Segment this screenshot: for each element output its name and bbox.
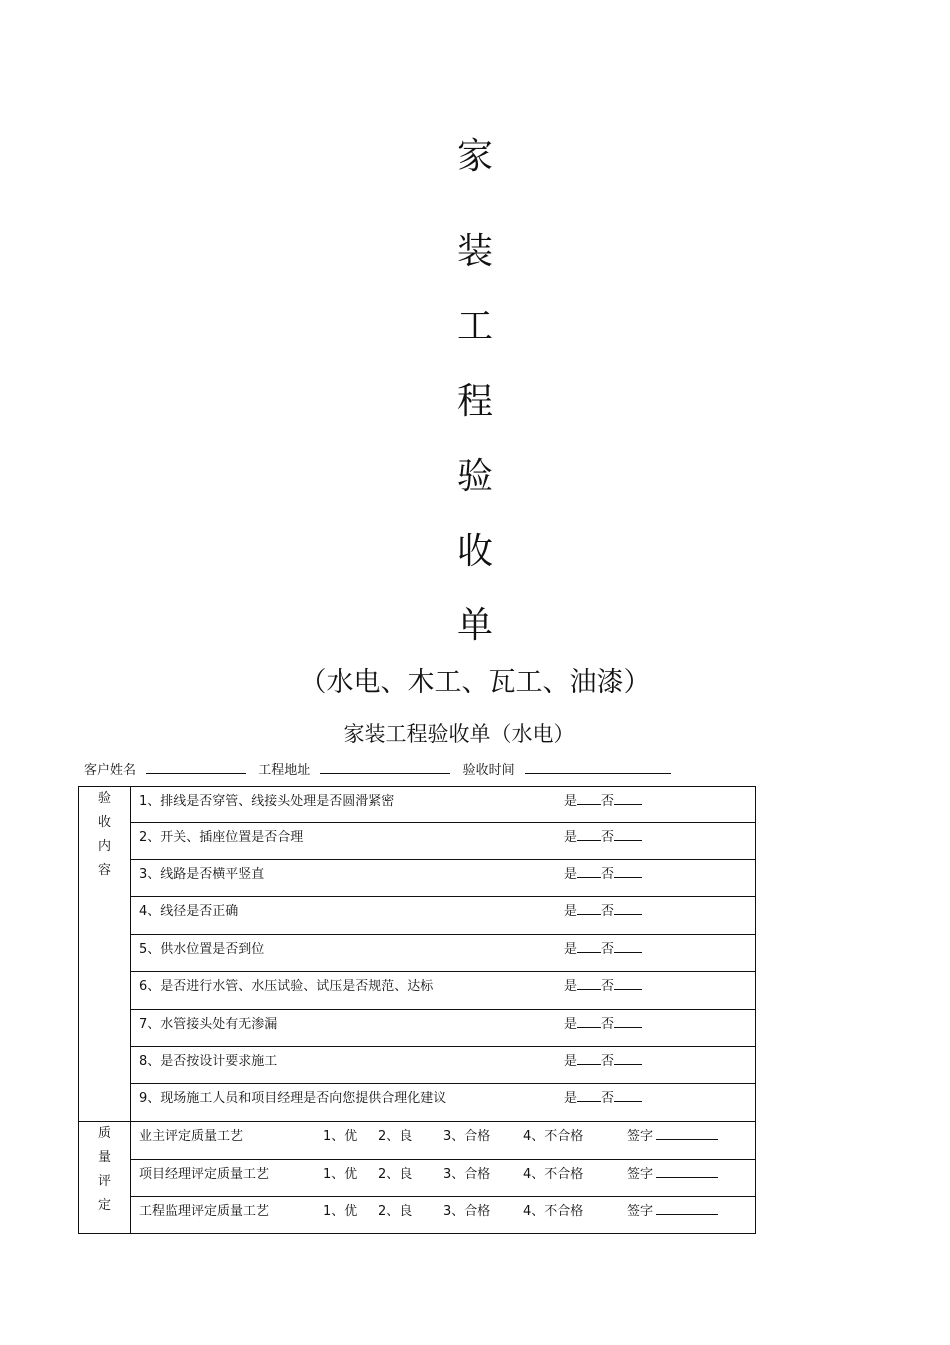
inspection-item-text: 5、供水位置是否到位 [139, 942, 265, 957]
yes-no-field[interactable] [564, 1050, 642, 1069]
table-row [79, 972, 756, 1010]
inspection-item-text: 9、现场施工人员和项目经理是否向您提供合理化建议 [139, 1091, 447, 1106]
yes-no-field[interactable] [564, 938, 642, 957]
project-address-field[interactable] [320, 761, 450, 774]
inspection-category-cell [79, 787, 131, 1122]
table-row [79, 1047, 756, 1084]
signature-label: 签字 [627, 1129, 654, 1144]
table-row [79, 897, 756, 935]
category-char: 收 [97, 815, 111, 830]
no-label: 否 [601, 1017, 615, 1032]
no-label: 否 [601, 1091, 615, 1106]
customer-name-label: 客户姓名 [84, 763, 137, 778]
yes-label: 是 [564, 794, 578, 809]
option-good[interactable]: 2、良 [378, 1167, 413, 1182]
yes-label: 是 [564, 867, 578, 882]
signature-field[interactable] [627, 1125, 718, 1144]
inspection-date-field[interactable] [525, 761, 671, 774]
category-char: 定 [97, 1198, 111, 1213]
inspection-item-cell [131, 897, 756, 935]
yes-label: 是 [564, 979, 578, 994]
inspection-item-cell [131, 972, 756, 1010]
inspection-item-text: 1、排线是否穿管、线接头处理是否圆滑紧密 [139, 794, 395, 809]
yes-label: 是 [564, 1054, 578, 1069]
signature-label: 签字 [627, 1204, 654, 1219]
cover-title-char-1: 家 [456, 136, 493, 177]
acceptance-table [78, 786, 756, 1234]
inspection-item-text: 7、水管接头处有无渗漏 [139, 1017, 278, 1032]
quality-row-cell [131, 1197, 756, 1234]
category-char: 质 [97, 1126, 111, 1141]
inspection-item-text: 4、线径是否正确 [139, 904, 239, 919]
yes-no-field[interactable] [564, 1087, 642, 1106]
cover-title-char-2: 装 [456, 231, 493, 272]
cover-title-char-7: 单 [456, 605, 493, 646]
table-row [79, 1122, 756, 1160]
category-char: 验 [97, 791, 111, 806]
signature-label: 签字 [627, 1167, 654, 1182]
signature-field[interactable] [627, 1163, 718, 1182]
table-row [79, 935, 756, 972]
inspection-item-cell [131, 860, 756, 897]
option-fail[interactable]: 4、不合格 [523, 1167, 584, 1182]
yes-no-field[interactable] [564, 790, 642, 809]
customer-name-field[interactable] [146, 761, 246, 774]
option-excellent[interactable]: 1、优 [323, 1167, 358, 1182]
no-label: 否 [601, 794, 615, 809]
inspection-item-text: 3、线路是否横平竖直 [139, 867, 265, 882]
yes-no-field[interactable] [564, 1013, 642, 1032]
option-excellent[interactable]: 1、优 [323, 1204, 358, 1219]
yes-no-field[interactable] [564, 826, 642, 845]
category-char: 内 [97, 839, 111, 854]
option-excellent[interactable]: 1、优 [323, 1129, 358, 1144]
signature-field[interactable] [627, 1200, 718, 1219]
no-label: 否 [601, 904, 615, 919]
inspection-item-cell [131, 1047, 756, 1084]
table-row [79, 823, 756, 860]
inspection-item-cell [131, 787, 756, 823]
yes-label: 是 [564, 904, 578, 919]
category-char: 量 [97, 1150, 111, 1165]
table-row [79, 1197, 756, 1234]
category-char: 容 [97, 863, 111, 878]
cover-title-char-4: 程 [456, 381, 493, 422]
quality-row-label: 工程监理评定质量工艺 [139, 1204, 270, 1219]
yes-label: 是 [564, 830, 578, 845]
quality-row-label: 项目经理评定质量工艺 [139, 1167, 270, 1182]
table-row [79, 1010, 756, 1047]
quality-row-cell [131, 1122, 756, 1160]
project-address-label: 工程地址 [258, 763, 311, 778]
inspection-item-cell [131, 1010, 756, 1047]
option-fail[interactable]: 4、不合格 [523, 1129, 584, 1144]
option-pass[interactable]: 3、合格 [443, 1204, 491, 1219]
info-line [84, 761, 671, 780]
option-fail[interactable]: 4、不合格 [523, 1204, 584, 1219]
yes-no-field[interactable] [564, 975, 642, 994]
cover-title-char-3: 工 [456, 306, 493, 347]
cover-subtitle: （水电、木工、瓦工、油漆） [299, 667, 651, 698]
option-good[interactable]: 2、良 [378, 1129, 413, 1144]
option-pass[interactable]: 3、合格 [443, 1167, 491, 1182]
inspection-item-cell [131, 823, 756, 860]
yes-label: 是 [564, 1017, 578, 1032]
option-good[interactable]: 2、良 [378, 1204, 413, 1219]
cover-title-char-6: 收 [456, 531, 493, 572]
option-pass[interactable]: 3、合格 [443, 1129, 491, 1144]
inspection-item-cell [131, 1084, 756, 1122]
quality-row-label: 业主评定质量工艺 [139, 1129, 244, 1144]
inspection-item-text: 8、是否按设计要求施工 [139, 1054, 278, 1069]
inspection-date-label: 验收时间 [462, 763, 515, 778]
inspection-item-text: 2、开关、插座位置是否合理 [139, 830, 304, 845]
quality-row-cell [131, 1160, 756, 1197]
inspection-item-cell [131, 935, 756, 972]
form-title: 家装工程验收单（水电） [343, 722, 575, 746]
yes-label: 是 [564, 942, 578, 957]
no-label: 否 [601, 1054, 615, 1069]
table-row [79, 1160, 756, 1197]
table-row [79, 787, 756, 823]
yes-no-field[interactable] [564, 900, 642, 919]
yes-label: 是 [564, 1091, 578, 1106]
table-row [79, 1084, 756, 1122]
cover-title-char-5: 验 [456, 456, 493, 497]
yes-no-field[interactable] [564, 863, 642, 882]
no-label: 否 [601, 867, 615, 882]
quality-category-cell [79, 1122, 131, 1234]
category-char: 评 [97, 1174, 111, 1189]
no-label: 否 [601, 830, 615, 845]
inspection-item-text: 6、是否进行水管、水压试验、试压是否规范、达标 [139, 979, 434, 994]
no-label: 否 [601, 942, 615, 957]
no-label: 否 [601, 979, 615, 994]
table-row [79, 860, 756, 897]
